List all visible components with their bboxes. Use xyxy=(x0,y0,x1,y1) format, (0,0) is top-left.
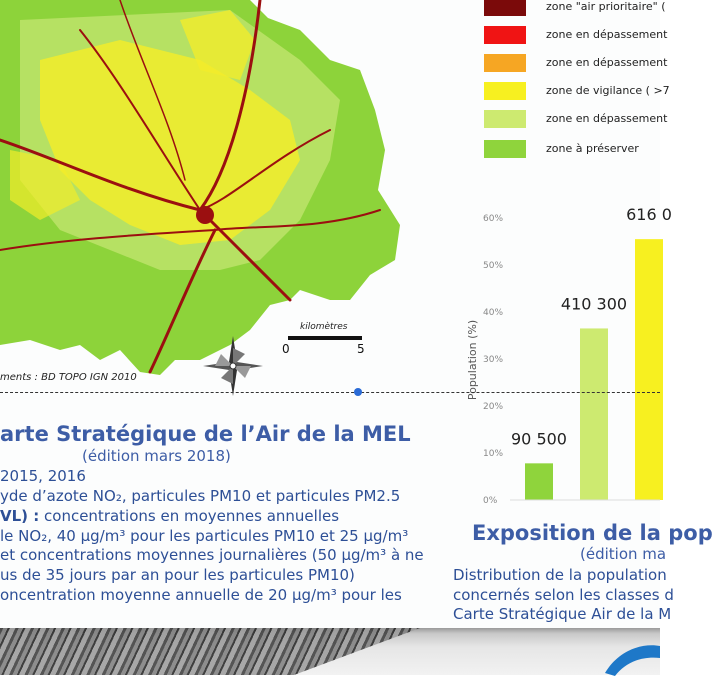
left-line-7: oncentration moyenne annuelle de 20 µg/m³ pour les xyxy=(0,586,402,604)
legend-swatch xyxy=(484,0,526,16)
chart-bar-label: 616 0 xyxy=(626,205,672,225)
scale-unit-label: kilomètres xyxy=(300,322,348,332)
legend-swatch xyxy=(484,140,526,158)
air-quality-map xyxy=(0,0,460,395)
rock-texture xyxy=(0,628,420,675)
legend-swatch xyxy=(484,54,526,72)
left-title: arte Stratégique de l’Air de la MEL xyxy=(0,422,411,446)
legend-label: zone en dépassement xyxy=(546,112,668,125)
chart-y-tick-label: 10% xyxy=(483,449,504,459)
chart-y-ticks xyxy=(483,214,503,506)
chart-bar xyxy=(635,239,663,500)
logo-swoosh-icon xyxy=(600,638,660,678)
legend-label: zone à préserver xyxy=(546,142,639,155)
chart-y-tick-label: 40% xyxy=(483,308,504,318)
legend-label: zone en dépassement xyxy=(546,56,668,69)
left-line-3-bold: VL) : xyxy=(0,507,40,525)
scale-start: 0 xyxy=(282,342,290,356)
chart-y-tick-label: 0% xyxy=(483,496,498,506)
scale-end: 5 xyxy=(357,342,365,356)
chart-bar xyxy=(525,463,553,500)
legend-swatch xyxy=(484,26,526,44)
chart-y-tick-label: 60% xyxy=(483,214,504,224)
dashed-divider xyxy=(0,392,660,393)
chart-y-tick-label: 30% xyxy=(483,355,504,365)
right-title: Exposition de la pop xyxy=(472,521,713,545)
background-strip xyxy=(0,628,660,675)
population-exposure-chart xyxy=(455,200,672,510)
legend-swatch xyxy=(484,110,526,128)
right-subtitle: (édition ma xyxy=(580,545,667,563)
legend-label: zone en dépassement xyxy=(546,28,668,41)
left-line-3 xyxy=(0,507,339,525)
scale-bar xyxy=(288,336,362,340)
chart-bar-label: 410 300 xyxy=(560,294,628,314)
right-line-3: Carte Stratégique Air de la M xyxy=(453,605,672,623)
left-line-4: le NO₂, 40 µg/m³ pour les particules PM10 et 25 µg/m³ xyxy=(0,527,409,545)
left-line-6: us de 35 jours par an pour les particules PM10) xyxy=(0,566,355,584)
chart-bars xyxy=(510,205,672,500)
left-line-2: yde d’azote NO₂, particules PM10 et particules PM2.5 xyxy=(0,487,401,505)
left-line-5: et concentrations moyennes journalières (50 µg/m³ à ne xyxy=(0,546,424,564)
chart-bar-label: 90 500 xyxy=(511,429,567,449)
map-credit: ments : BD TOPO IGN 2010 xyxy=(0,372,137,383)
left-subtitle: (édition mars 2018) xyxy=(82,447,231,465)
chart-bar xyxy=(580,328,608,500)
right-line-2: concernés selon les classes d xyxy=(453,586,674,604)
left-line-1: 2015, 2016 xyxy=(0,467,86,485)
legend-label: zone "air prioritaire" ( xyxy=(546,0,666,13)
legend-label: zone de vigilance ( >7 xyxy=(546,84,670,97)
chart-y-tick-label: 20% xyxy=(483,402,504,412)
left-line-3-rest: concentrations en moyennes annuelles xyxy=(39,507,340,525)
right-line-1: Distribution de la population xyxy=(453,566,667,584)
legend-swatch xyxy=(484,82,526,100)
map-city-center xyxy=(196,206,214,224)
chart-ylabel: Population (%) xyxy=(466,319,479,401)
divider-handle xyxy=(354,388,362,396)
chart-y-tick-label: 50% xyxy=(483,261,504,271)
